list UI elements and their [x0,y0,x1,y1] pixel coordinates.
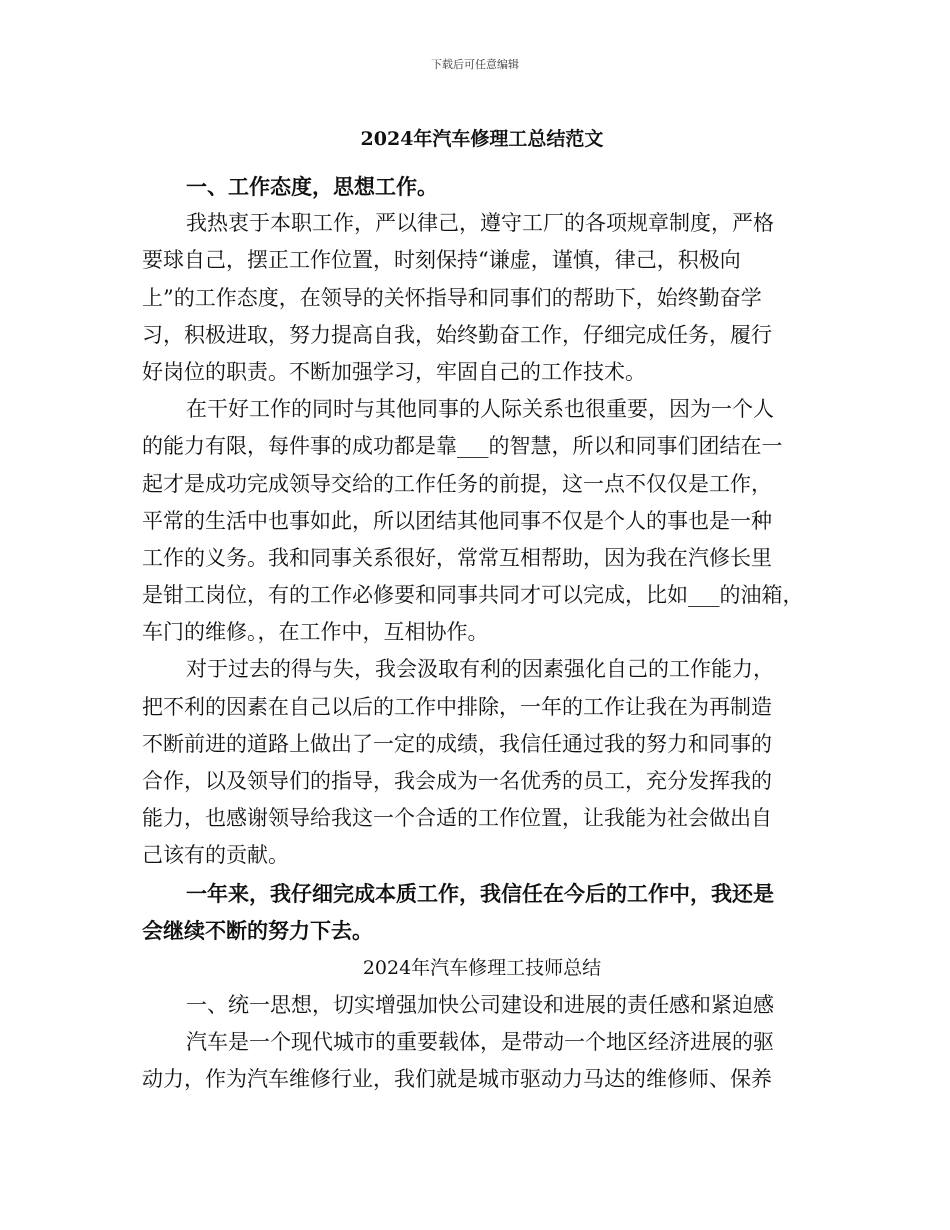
second-title: 2024年汽车修理工技师总结 [362,956,602,979]
paragraph-line: 要球自己，摆正工作位置，时刻保持“谦虚，谨慎，律己，积极向 [142,248,741,273]
paragraph-line: 不断前进的道路上做出了一定的成绩，我信任通过我的努力和同事的 [142,731,772,756]
paragraph-5 [142,1024,822,1098]
paragraph-line: 好岗位的职责。不断加强学习，牢固自己的工作技术。 [142,359,646,384]
paragraph-line: 习，积极进取，努力提高自我，始终勤奋工作，仔细完成任务，履行 [142,322,772,347]
paragraph-line: 把不利的因素在自己以后的工作中排除，一年的工作让我在为再制造 [142,694,772,719]
section-heading: 一、工作态度，思想工作。 [186,174,438,199]
section-heading: 一、统一思想，切实增强加快公司建设和进展的责任感和紧迫感 [186,992,774,1017]
paragraph-line: 一年来，我仔细完成本质工作，我信任在今后的工作中，我还是 [186,880,774,906]
paragraph-line: 汽车是一个现代城市的重要载体，是带动一个地区经济进展的驱 [186,1030,774,1055]
header-note: 下载后可任意编辑 [431,58,519,71]
paragraph-line: 会继续不断的努力下去。 [142,917,373,943]
paragraph-line: 合作，以及领导们的指导，我会成为一名优秀的员工，充分发挥我的 [142,769,772,793]
paragraph-line: 动力，作为汽车维修行业，我们就是城市驱动力马达的维修师、保养 [142,1067,772,1092]
paragraph-3 [142,651,822,874]
paragraph-4-bold [142,875,822,949]
paragraph-line: 的能力有限，每件事的成功都是靠___的智慧，所以和同事们团结在一 [142,434,783,459]
paragraph-line: 车门的维修。，在工作中，互相协作。 [142,620,489,645]
paragraph-1 [142,205,822,391]
paragraph-line: 是钳工岗位，有的工作必修要和同事共同才可以完成，比如___的油箱， [142,583,804,608]
paragraph-line: 能力，也感谢领导给我这一个合适的工作位置，让我能为社会做出自 [142,806,772,831]
paragraph-line: 在干好工作的同时与其他同事的人际关系也很重要，因为一个人 [186,397,774,422]
paragraph-line: 我热衷于本职工作，严以律己，遵守工厂的各项规章制度，严格 [186,211,774,236]
paragraph-line: 己该有的贡献。 [142,843,289,868]
document-body [142,118,822,1099]
paragraph-line: 上”的工作态度，在领导的关怀指导和同事们的帮助下，始终勤奋学 [142,285,762,310]
document-title: 2024年汽车修理工总结范文 [360,128,604,150]
paragraph-line: 对于过去的得与失，我会汲取有利的因素强化自己的工作能力， [186,657,774,682]
paragraph-line: 工作的义务。我和同事关系很好，常常互相帮助，因为我在汽修长里 [142,545,772,570]
paragraph-2 [142,391,822,651]
paragraph-line: 起才是成功完成领导交给的工作任务的前提，这一点不仅仅是工作， [142,471,772,496]
paragraph-line: 平常的生活中也事如此，所以团结其他同事不仅是个人的事也是一种 [142,508,772,533]
